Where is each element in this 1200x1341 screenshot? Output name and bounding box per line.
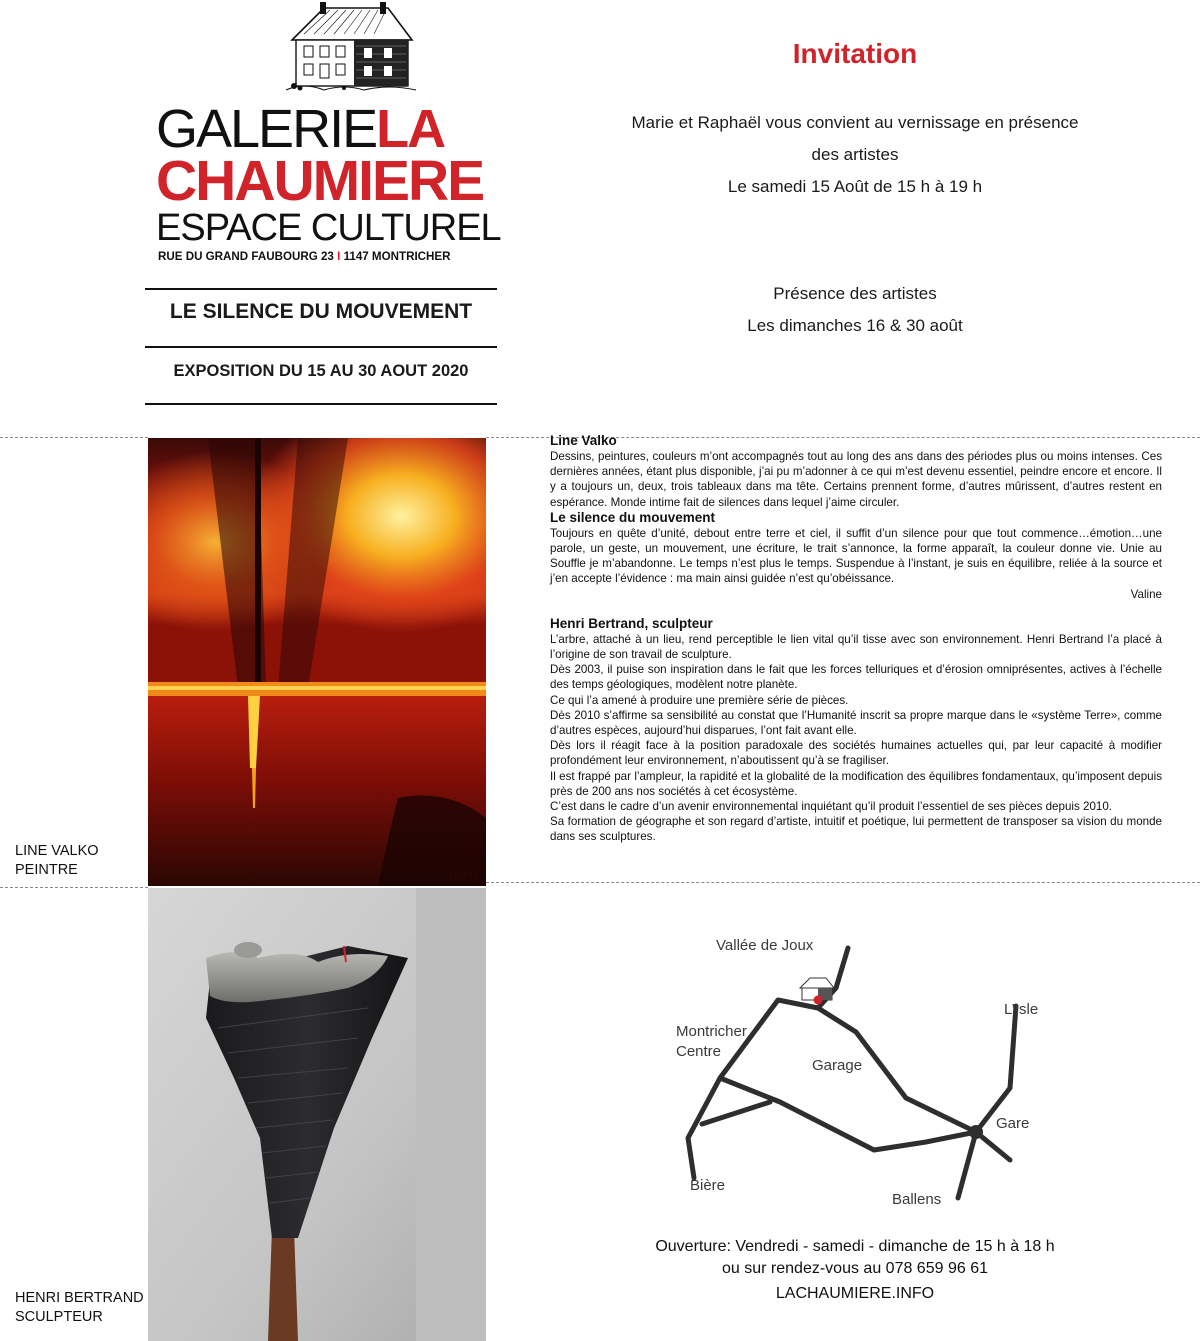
address-street: RUE DU GRAND FAUBOURG 23 bbox=[158, 250, 334, 263]
caption-artist-name: HENRI BERTRAND bbox=[15, 1290, 144, 1306]
presence-heading: Présence des artistes bbox=[773, 284, 937, 303]
painting-signature: Valine bbox=[448, 870, 480, 881]
invitation-date: Le samedi 15 Août de 15 h à 19 h bbox=[727, 177, 983, 196]
address-city: 1147 MONTRICHER bbox=[343, 250, 451, 263]
bio-paragraph: C’est dans le cadre d’un avenir environnemental inquiétant qu’il produit l’essentiel de ses pièces depuis 2010. bbox=[550, 800, 1113, 814]
bio-paragraph: Ce qui l’a amené à produire une première série de pièces. bbox=[550, 693, 849, 707]
invitation-line: des artistes bbox=[811, 145, 899, 164]
bio-paragraph: Sa formation de géographe et son regard d’artiste, intuitif et poétique, lui permettent de transposer sa vision du monde dans ses sculptures. bbox=[550, 815, 1162, 844]
bio-heading: Henri Bertrand, sculpteur bbox=[550, 615, 713, 631]
map-label: Garage bbox=[812, 1057, 863, 1074]
exhibition-title: LE SILENCE DU MOUVEMENT bbox=[169, 300, 473, 323]
road-connector bbox=[702, 1102, 770, 1124]
divider bbox=[145, 403, 497, 405]
painting-line-valko bbox=[148, 438, 486, 886]
opening-hours: Ouverture: Vendredi - samedi - dimanche de 15 h à 18 h bbox=[655, 1238, 1055, 1255]
bio-paragraph: Dès 2003, il puise son inspiration dans le fait que les forces telluriques et d’érosion omniprésentes, actives à l’échelle des temps géologiques, modèlent notre planète. bbox=[550, 663, 1162, 692]
access-map bbox=[660, 928, 1100, 1213]
caption-artist-name: LINE VALKO bbox=[15, 843, 99, 859]
bio-subheading: Le silence du mouvement bbox=[550, 509, 716, 525]
caption-artist-role: PEINTRE bbox=[15, 862, 78, 878]
divider bbox=[145, 288, 497, 290]
road-lisle bbox=[976, 1006, 1016, 1132]
bio-paragraph: L’arbre, attaché à un lieu, rend perceptible le lien vital qu’il tisse avec son environnement. Henri Bertrand l’a placé à l’origine de son travail de sculpture. bbox=[550, 632, 1162, 662]
logo-subtitle: ESPACE CULTUREL bbox=[156, 207, 501, 249]
divider bbox=[145, 346, 497, 348]
bio-line-valko bbox=[550, 433, 1162, 845]
map-label: Ballens bbox=[892, 1191, 942, 1208]
address-separator: I bbox=[337, 250, 341, 263]
map-label: Vallée de Joux bbox=[716, 937, 814, 954]
bio-paragraph: Dès lors il réagit face à la position paradoxale des sociétés humaines actuelles qui, par leur capacité à modifier profondément leur environnement, n’aboutissent qu’à se fragiliser. bbox=[550, 739, 1162, 768]
logo-address bbox=[158, 249, 498, 265]
invitation-heading: Invitation bbox=[792, 38, 918, 69]
presence-dates: Les dimanches 16 & 30 août bbox=[747, 316, 963, 335]
caption-painter bbox=[15, 842, 99, 880]
bio-signature: Valine bbox=[1130, 587, 1162, 601]
map-label: Centre bbox=[676, 1043, 722, 1060]
sculpture-henri-bertrand bbox=[148, 888, 486, 1341]
dashed-separator bbox=[0, 437, 148, 438]
website-link[interactable]: LACHAUMIERE.INFO bbox=[775, 1285, 935, 1302]
caption-artist-role: SCULPTEUR bbox=[15, 1309, 103, 1325]
exhibition-dates: EXPOSITION DU 15 AU 30 AOUT 2020 bbox=[173, 362, 469, 380]
station-marker bbox=[969, 1125, 983, 1139]
bio-paragraph: Dès 2010 s’affirme sa sensibilité au constat que l’Humanité inscrit sa propre marque dans le «système Terre», comme d’autres espèces, aujourd’hui disparues, l’ont fait avant elle. bbox=[550, 708, 1162, 738]
logo-word-chaumiere: CHAUMIERE bbox=[156, 149, 484, 213]
road-ballens bbox=[958, 1132, 976, 1198]
dashed-separator bbox=[0, 887, 148, 888]
dashed-separator bbox=[486, 882, 1200, 883]
bio-heading: Line Valko bbox=[550, 433, 617, 448]
gallery-house-drawing bbox=[284, 2, 418, 94]
map-label: Montricher bbox=[676, 1023, 747, 1040]
map-label: L’Isle bbox=[1004, 1001, 1039, 1018]
logo-word-la: LA bbox=[376, 99, 445, 159]
caption-sculptor bbox=[15, 1289, 144, 1327]
map-label: Bière bbox=[690, 1177, 726, 1194]
bio-paragraph: Toujours en quête d’unité, debout entre terre et ciel, il suffit d’un silence pour que tout commence…émotion…une parole, un geste, un mouvement, une écriture, le trait s’annonce, la forme apparaît, la couleur donne vie. Unie au Souffle je m’abandonne. Le temps n’est plus le temps. Suspendue à l’instant, je suis en équilibre, reliée à la source et j’en accepte l’évidence : ma main ainsi guidée n’est qu’obéissance. bbox=[550, 526, 1162, 586]
invitation-line: Marie et Raphaël vous convient au vernissage en présence bbox=[631, 113, 1079, 132]
bio-paragraph: Il est frappé par l’ampleur, la rapidité et la globalité de la modification des équilibres fondamentaux, qu’imposent depuis près de 200 ans nos sociétés à cet écosystème. bbox=[550, 769, 1162, 798]
gallery-location-marker bbox=[814, 996, 823, 1005]
bio-paragraph: Dessins, peintures, couleurs m’ont accompagnés tout au long des ans dans des périodes plus ou moins intenses. Ces dernières années, étant plus disponible, j’ai pu m’adonner à ce qui m’est devenu essentiel, peindre encore et encore. Il y a toujours un, deux, trois tableaux dans ma tête. Certains prennent forme, d’autres mûrissent, d’autres restent en espérance. Monde intime fait de silences dans lequel j’aime circuler. bbox=[550, 450, 1162, 509]
logo-word-galerie: GALERIE bbox=[156, 99, 377, 159]
map-label: Gare bbox=[996, 1115, 1030, 1132]
appointment-phone: ou sur rendez-vous au 078 659 96 61 bbox=[722, 1260, 988, 1277]
